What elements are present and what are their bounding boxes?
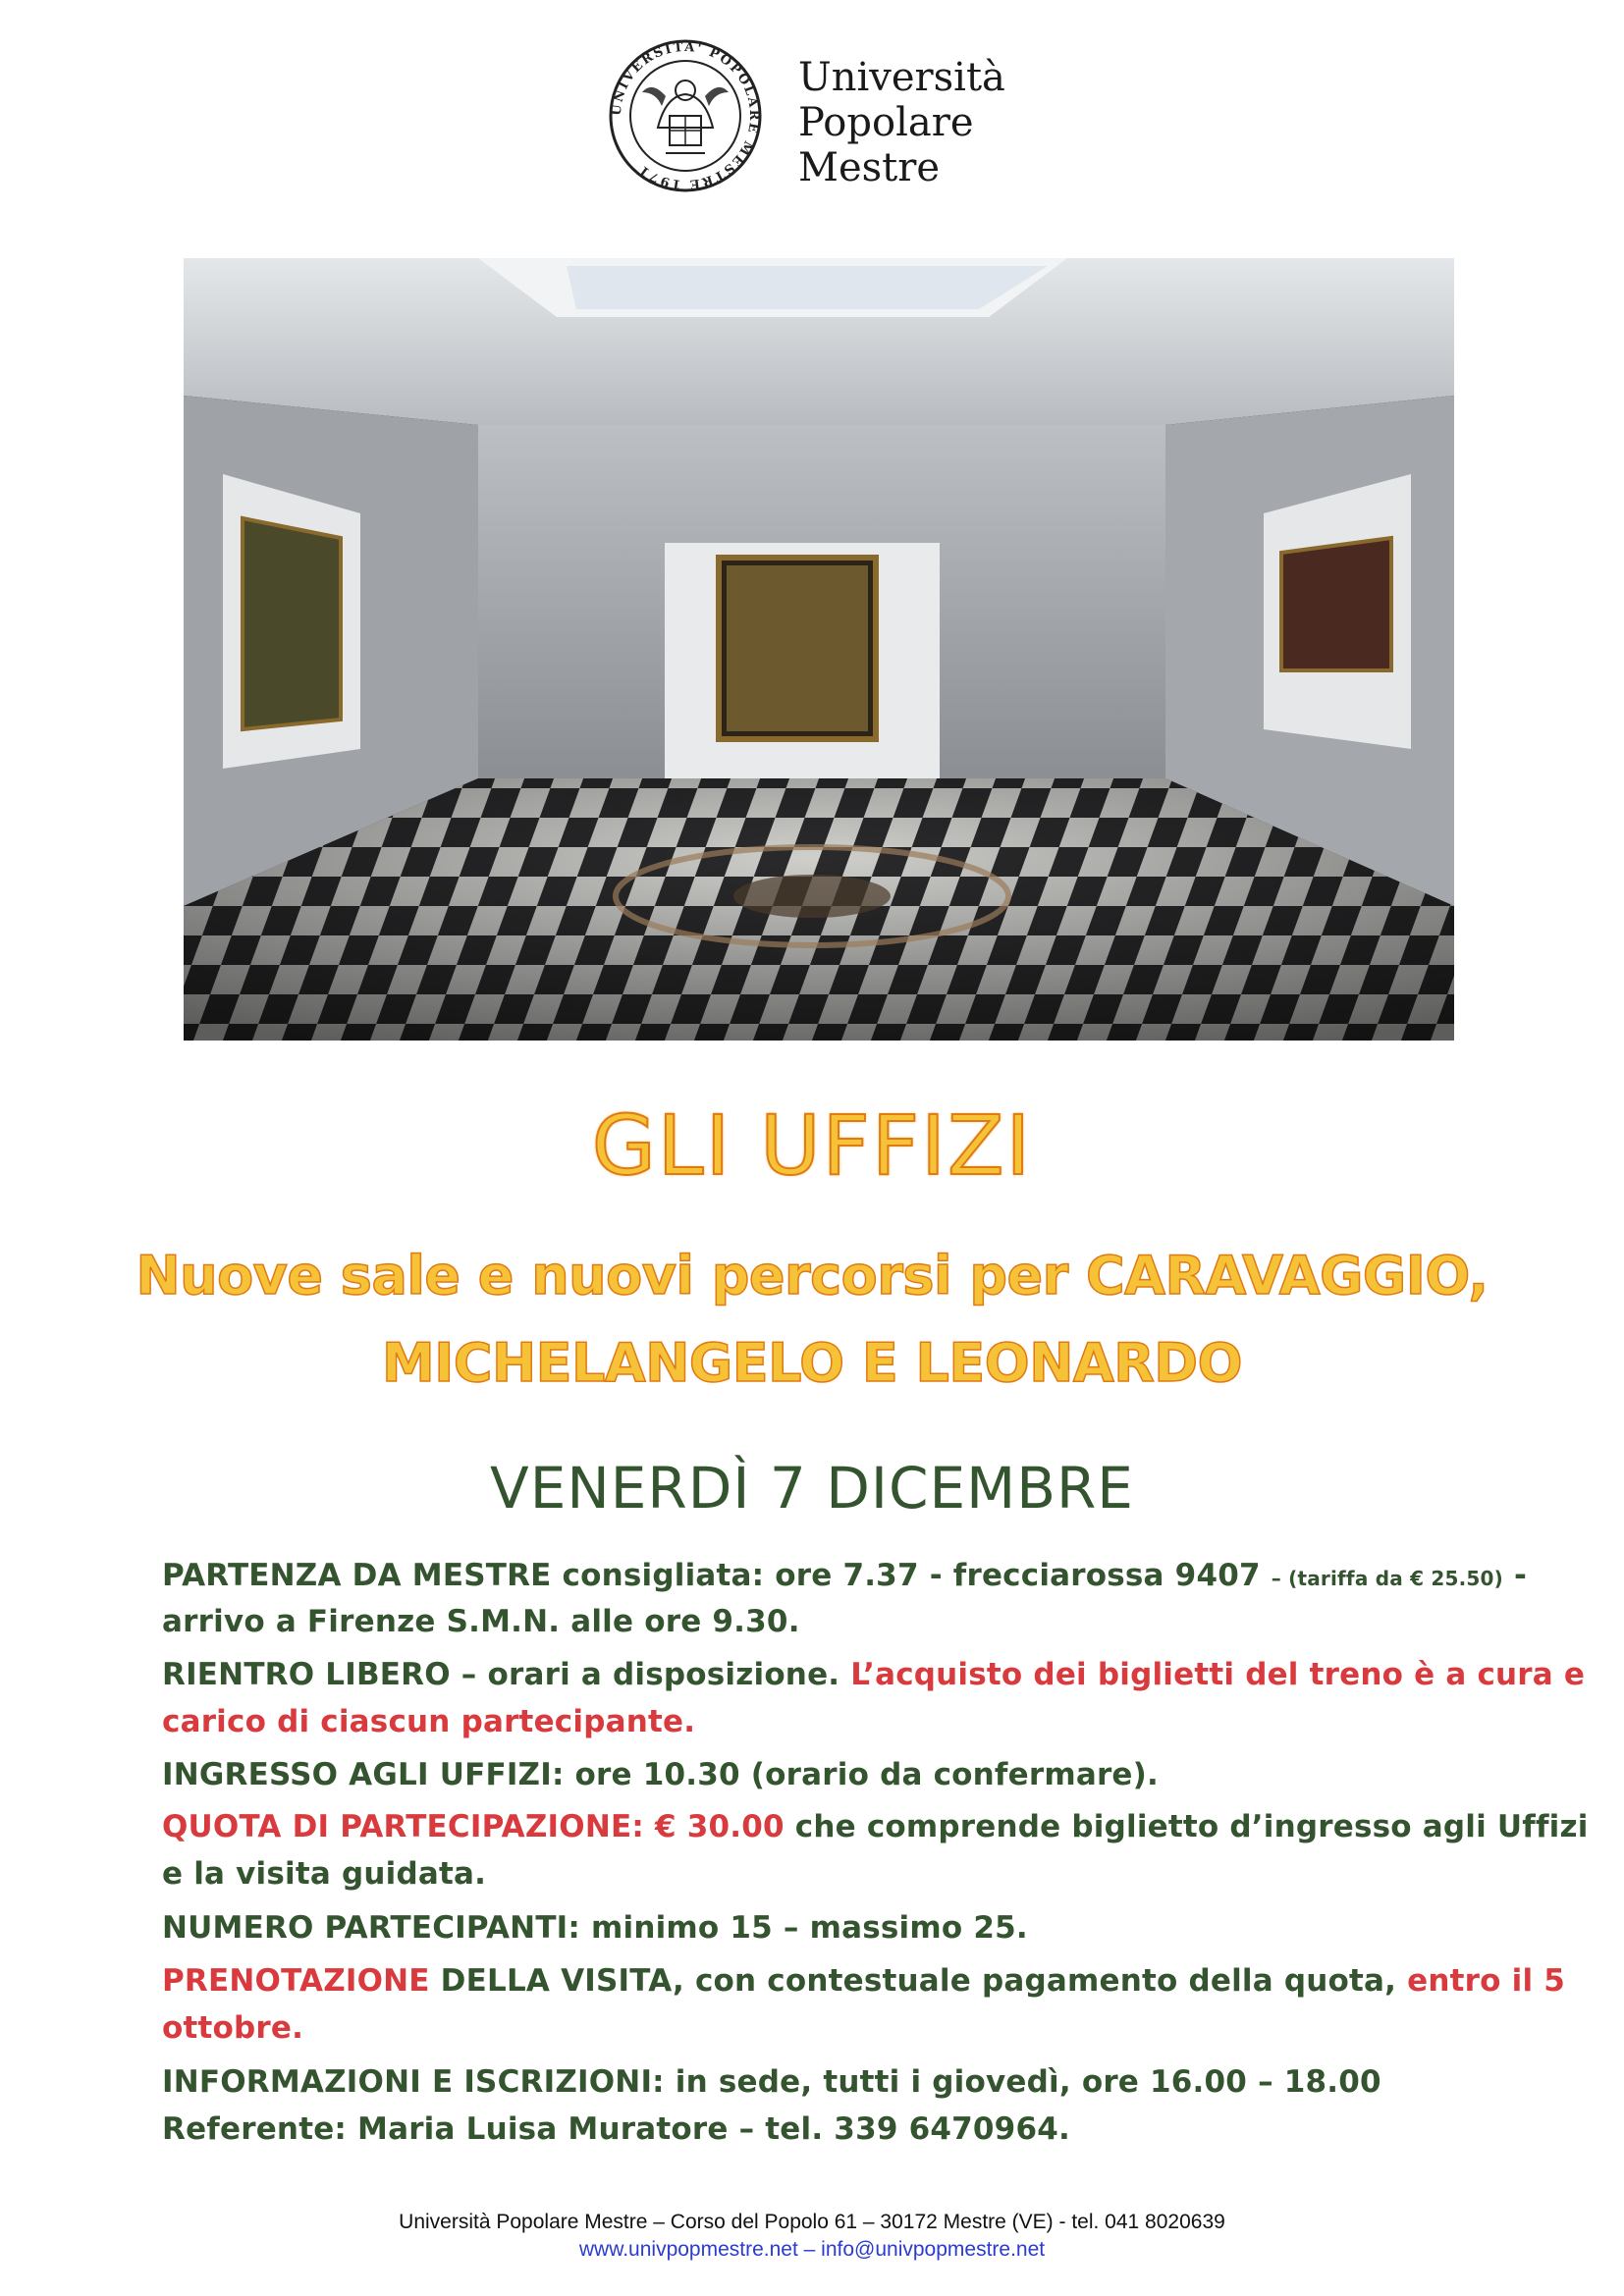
prenotazione-label: PRENOTAZIONE (162, 1963, 430, 1999)
quota-line (162, 1809, 1589, 1844)
header (607, 37, 1058, 204)
event-date: VENERDÌ 7 DICEMBRE (490, 1455, 1134, 1522)
quota-text: che comprende biglietto d’ingresso agli Uffizi (784, 1809, 1589, 1844)
rientro-note: L’acquisto dei biglietti del treno è a cura e (850, 1657, 1586, 1692)
partenza-line (162, 1558, 1527, 1593)
arrivo-line: arrivo a Firenze S.M.N. alle ore 9.30. (162, 1604, 800, 1639)
numero-line: NUMERO PARTECIPANTI: minimo 15 – massimo 25. (162, 1910, 1028, 1946)
rientro-text: RIENTRO LIBERO – orari a disposizione. (162, 1657, 851, 1692)
org-name-line1: Università (798, 55, 1005, 100)
prenotazione-text: DELLA VISITA, con contestuale pagamento della quota, (429, 1963, 1408, 1999)
org-name-line2: Popolare (798, 100, 974, 145)
prenotazione-deadline: entro il 5 (1407, 1963, 1566, 1999)
university-seal-icon (607, 37, 764, 194)
organization-name (798, 55, 1005, 190)
quota-label: QUOTA DI PARTECIPAZIONE: € 30.00 (162, 1809, 785, 1844)
uffizi-room-photo (184, 258, 1454, 1041)
ingresso-line: INGRESSO AGLI UFFIZI: ore 10.30 (orario da confermare). (162, 1757, 1160, 1792)
svg-text:UNIVERSITA' POPOLARE MESTRE 19: UNIVERSITA' POPOLARE MESTRE 1971 (609, 39, 762, 192)
info-line: INFORMAZIONI E ISCRIZIONI: in sede, tutti i giovedì, ore 16.00 – 18.00 (162, 2064, 1381, 2100)
event-title: GLI UFFIZI (591, 1097, 1033, 1194)
partenza-fare: – (tariffa da € 25.50) (1271, 1567, 1503, 1590)
prenotazione-line (162, 1963, 1565, 1999)
event-subtitle-line2: MICHELANGELO E LEONARDO (381, 1332, 1243, 1394)
quota-line2: e la visita guidata. (162, 1856, 487, 1892)
footer-address: Università Popolare Mestre – Corso del Popolo 61 – 30172 Mestre (VE) - tel. 041 8020639 (399, 2211, 1225, 2233)
partenza-dash: - (1502, 1558, 1528, 1593)
rientro-line (162, 1657, 1585, 1692)
event-subtitle-line1: Nuove sale e nuovi percorsi per CARAVAGGIO, (135, 1245, 1489, 1307)
referente-line: Referente: Maria Luisa Muratore – tel. 339 6470964. (162, 2111, 1070, 2147)
org-name-line3: Mestre (798, 145, 941, 190)
prenotazione-line2: ottobre. (162, 2010, 304, 2046)
partenza-text: PARTENZA DA MESTRE consigliata: ore 7.37 - frecciarossa 9407 (162, 1558, 1272, 1593)
rientro-note-line2: carico di ciascun partecipante. (162, 1704, 696, 1739)
footer-web-link[interactable]: www.univpopmestre.net – info@univpopmestre.net (578, 2238, 1046, 2261)
